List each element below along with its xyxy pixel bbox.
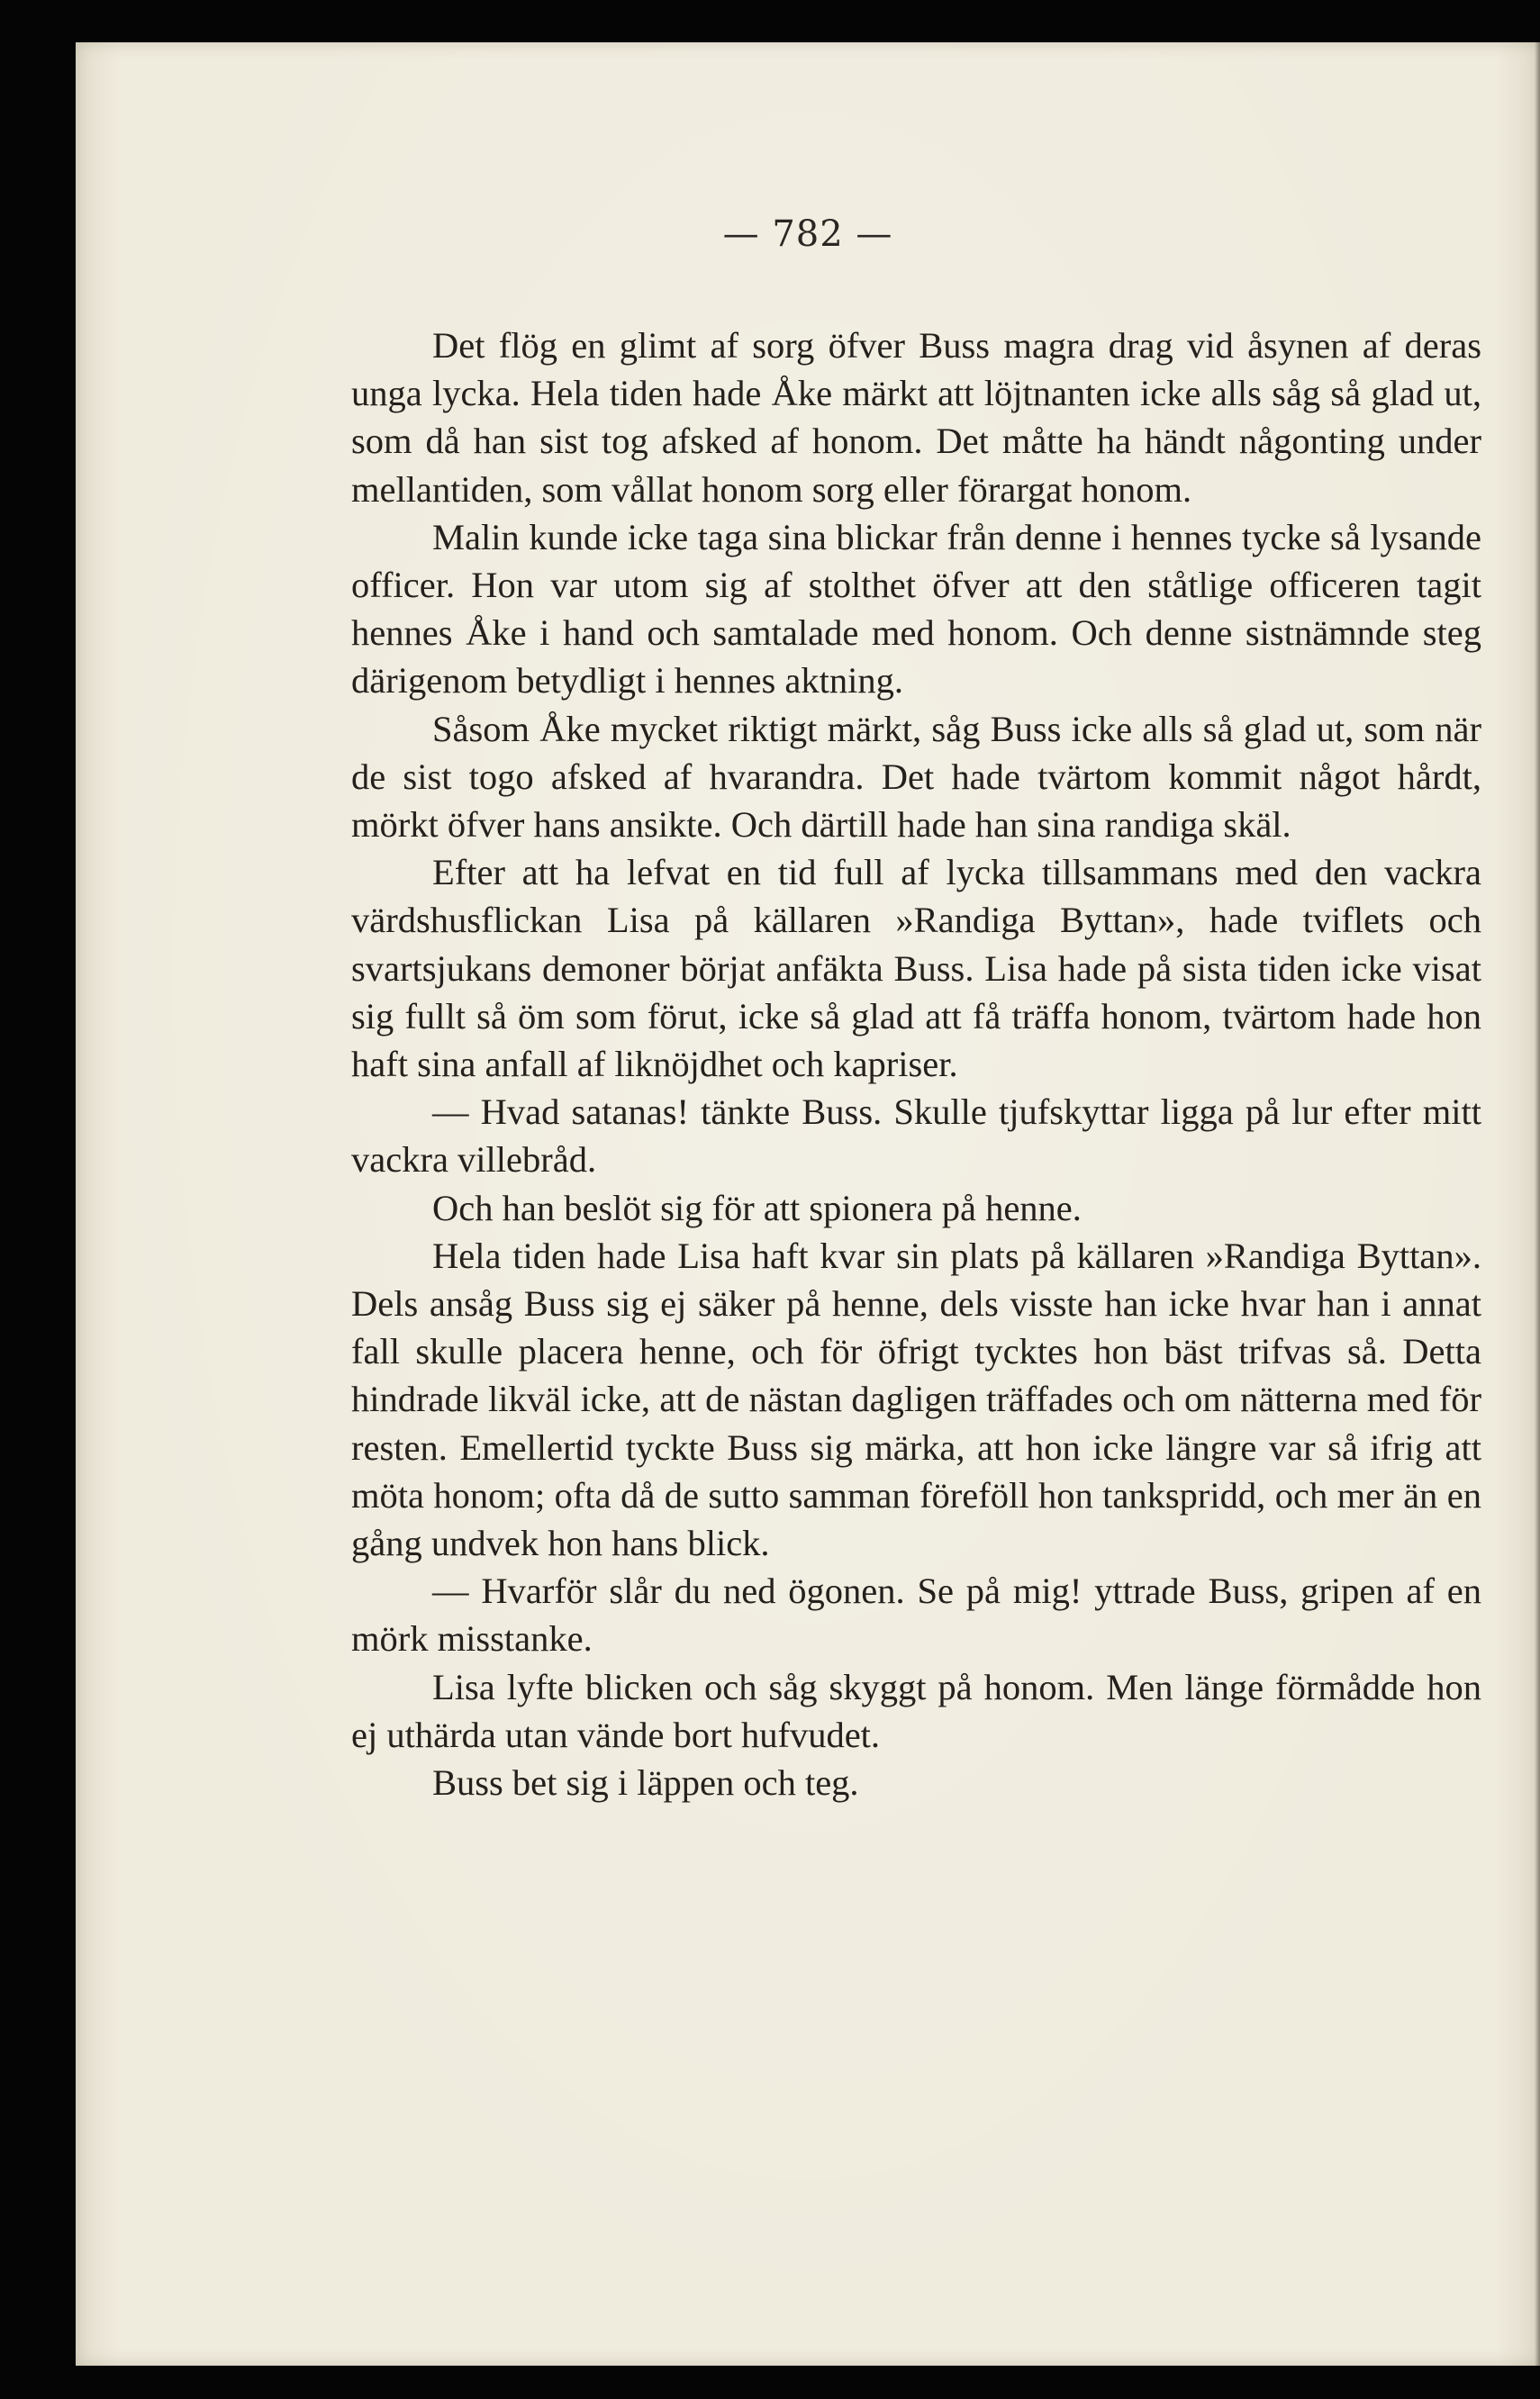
paragraph: Såsom Åke mycket riktigt märkt, såg Buss icke alls så glad ut, som när de sist togo afsked af hvarandra. Det hade tvärtom kommit något hårdt, mörkt öfver hans ansikte. Och därtill hade han sina randiga skäl. bbox=[351, 708, 1481, 846]
body-text bbox=[351, 321, 1481, 1806]
book-page bbox=[76, 42, 1540, 2366]
page-number: — 782 — bbox=[722, 213, 893, 255]
paragraph: Malin kunde icke taga sina blickar från denne i hennes tycke så lysande officer. Hon var utom sig af stolthet öfver att den ståtlige officeren tagit hennes Åke i hand och samtalade med honom. Och denne sistnämnde steg därigenom betydligt i hennes aktning. bbox=[351, 516, 1481, 702]
paragraph: — Hvarför slår du ned ögonen. Se på mig! yttrade Buss, gripen af en mörk misstanke. bbox=[351, 1571, 1481, 1660]
page-edge-shadow bbox=[1535, 42, 1540, 2366]
paragraph: Och han beslöt sig för att spionera på henne. bbox=[432, 1187, 1082, 1228]
paragraph: Det flög en glimt af sorg öfver Buss magra drag vid åsynen af deras unga lycka. Hela tiden hade Åke märkt att löjtnanten icke alls såg så glad ut, som då han sist tog afsked af honom. Det måtte ha händt någonting under mellantiden, som vållat honom sorg eller förargat honom. bbox=[351, 325, 1481, 510]
paragraph: Buss bet sig i läppen och teg. bbox=[432, 1762, 859, 1804]
paragraph: — Hvad satanas! tänkte Buss. Skulle tjufskyttar ligga på lur efter mitt vackra villebråd. bbox=[351, 1091, 1481, 1181]
paragraph: Lisa lyfte blicken och såg skyggt på honom. Men länge förmådde hon ej uthärda utan vände bort hufvudet. bbox=[351, 1666, 1481, 1755]
paragraph: Hela tiden hade Lisa haft kvar sin plats på källaren »Randiga Byttan». Dels ansåg Buss sig ej säker på henne, dels visste han icke hvar han i annat fall skulle placera henne, och för öfrigt tycktes hon bäst trifvas så. Detta hindrade likväl icke, att de nästan dagligen träffades och om nätterna med för resten. Emellertid tyckte Buss sig märka, att hon icke längre var så ifrig att möta honom; ofta då de sutto samman föreföll hon tankspridd, och mer än en gång undvek hon hans blick. bbox=[351, 1235, 1481, 1564]
paragraph: Efter att ha lefvat en tid full af lycka tillsammans med den vackra värdshusflickan Lisa på källaren »Randiga Byttan», hade tviflets och svartsjukans demoner börjat anfäkta Buss. Lisa hade på sista tiden icke visat sig fullt så öm som förut, icke så glad att få träffa honom, tvärtom hade hon haft sina anfall af liknöjdhet och kapriser. bbox=[351, 852, 1481, 1085]
